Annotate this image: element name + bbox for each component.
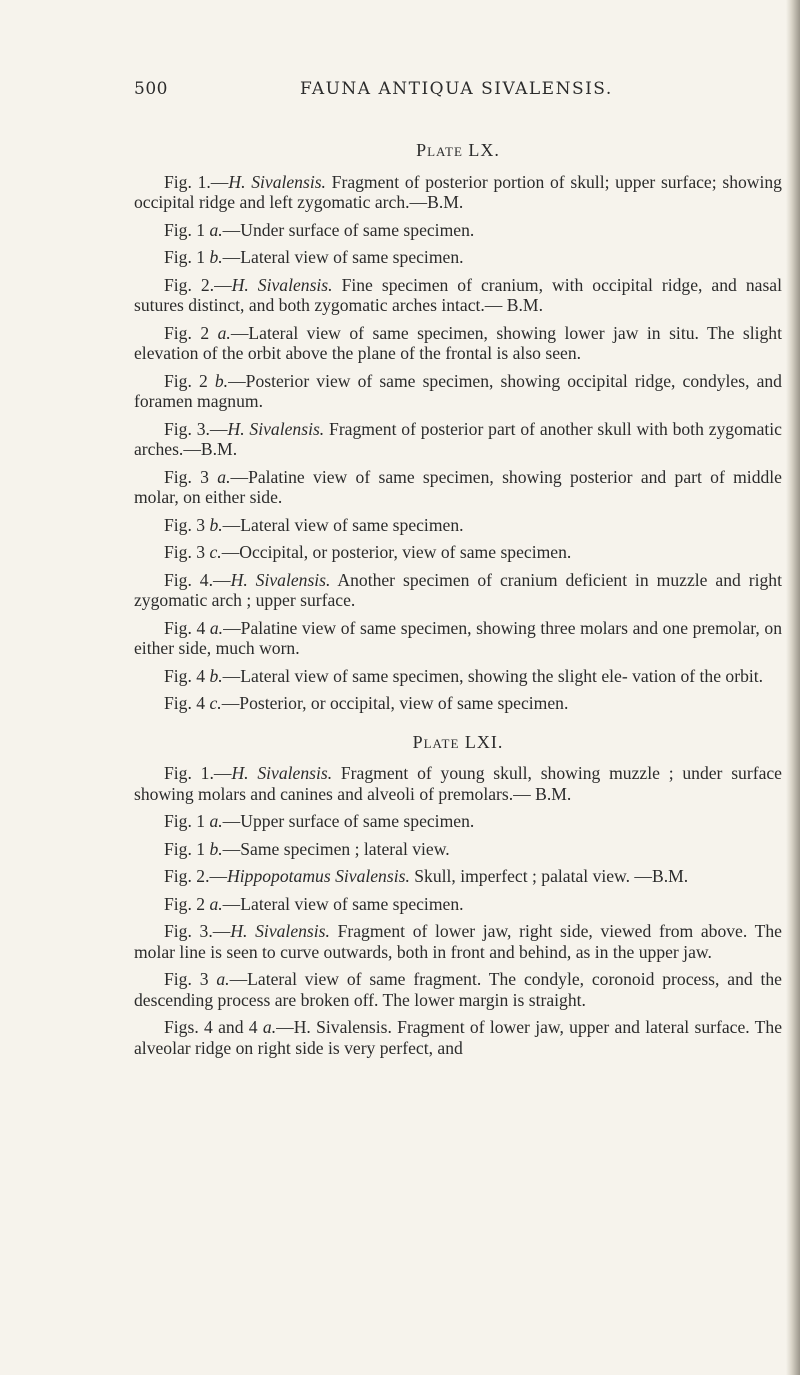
figure-taxon: c. (209, 693, 222, 713)
figure-description: Another specimen of cranium deficient in muzzle and right zygomatic arch ; upper surface. (134, 569, 782, 610)
figure-taxon: a. (209, 893, 223, 914)
figure-description: Fine specimen of cranium, with occipital ridge, and nasal sutures distinct, and both zygomatic arches intact.— B.M. (134, 274, 782, 315)
figure-label: Figs. 4 and 4 (164, 1017, 263, 1037)
figure-taxon: b. (209, 247, 223, 267)
figure-caption (134, 172, 782, 213)
figure-description: —Occipital, or posterior, view of same specimen. (221, 542, 572, 562)
figure-taxon: a. (209, 219, 223, 240)
plate-section (134, 732, 782, 1059)
figure-description: —Lateral view of same specimen. (222, 247, 464, 267)
figure-label: Fig. 3 (164, 969, 217, 989)
figure-caption (134, 969, 782, 1010)
figure-caption (134, 220, 782, 241)
figure-caption (134, 666, 782, 687)
figure-description: Fragment of posterior part of another skull with both zygomatic arches.—B.M. (134, 418, 782, 459)
page-number: 500 (134, 79, 168, 99)
figure-label: Fig. 3 (164, 542, 210, 562)
figure-taxon: H. Sivalensis. (230, 921, 330, 941)
figure-caption (134, 247, 782, 268)
figure-caption (134, 323, 782, 364)
figure-description: —Posterior, or occipital, view of same specimen. (221, 693, 569, 713)
plate-title: Plate LX. (416, 140, 500, 160)
figure-label: Fig. 1 (164, 838, 210, 859)
figure-caption (134, 693, 782, 714)
plate-section (134, 140, 782, 714)
figure-taxon: b. (214, 370, 229, 391)
figure-description: —Same specimen ; lateral view. (222, 838, 450, 859)
figure-description: —Palatine view of same specimen, showing three molars and one premolar, on either side, much worn. (134, 617, 782, 658)
figure-taxon: H. Sivalensis. (231, 763, 333, 783)
figure-description: Fragment of young skull, showing muzzle ; under surface showing molars and canines and alveoli of premolars.— B.M. (134, 763, 782, 804)
figure-taxon: a. (209, 617, 224, 638)
figure-description: Skull, imperfect ; palatal view. —B.M. (409, 866, 689, 886)
figure-caption (134, 763, 782, 804)
figure-label: Fig. 1 (164, 219, 210, 240)
figure-label: Fig. 2 (164, 893, 210, 914)
figure-taxon: c. (209, 542, 222, 562)
figure-caption (134, 921, 782, 962)
figure-taxon: b. (209, 838, 223, 859)
figure-label: Fig. 3.— (164, 418, 228, 439)
figure-label: Fig. 4 (164, 665, 210, 686)
figure-caption (134, 618, 782, 659)
figure-label: Fig. 4 (164, 617, 210, 638)
figure-taxon: a. (217, 466, 231, 487)
figure-taxon: a. (216, 969, 230, 989)
figure-caption (134, 542, 782, 563)
page-edge-shadow (786, 0, 800, 1375)
figure-description: —Lateral view of same specimen, showing lower jaw in situ. The slight elevation of the orbit above the plane of the frontal is also seen. (134, 322, 782, 363)
figure-label: Fig. 3 (164, 466, 218, 487)
figure-description: —Lateral view of same specimen, showing the slight ele- vation of the orbit. (222, 665, 764, 686)
figure-label: Fig. 2.— (164, 274, 232, 295)
figure-caption (134, 811, 782, 832)
figure-taxon: H. Sivalensis. (228, 171, 326, 192)
figure-description: —Posterior view of same specimen, showing occipital ridge, condyles, and foramen magnum. (134, 370, 782, 411)
figure-taxon: b. (209, 514, 223, 535)
figure-label: Fig. 1.— (164, 171, 229, 192)
plate-title: Plate LXI. (412, 731, 504, 752)
figure-caption (134, 894, 782, 915)
figure-caption (134, 419, 782, 460)
figure-description: —Lateral view of same specimen. (222, 514, 464, 535)
figure-label: Fig. 1 (164, 811, 210, 831)
figure-taxon: a. (209, 811, 223, 831)
figure-description: —Lateral view of same fragment. The condyle, coronoid process, and the descending process are broken off. The lower margin is straight. (134, 969, 782, 1010)
figure-caption (134, 570, 782, 611)
figure-taxon: Hippopotamus Sivalensis. (227, 866, 410, 886)
figure-description: Fragment of lower jaw, right side, viewed from above. The molar line is seen to curve outwards, both in front and behind, as in the upper jaw. (134, 921, 782, 962)
figure-taxon: a. (217, 322, 231, 343)
figure-description: Fragment of posterior portion of skull; upper surface; showing occipital ridge and left zygomatic arch.—B.M. (134, 171, 782, 212)
figure-description: —Palatine view of same specimen, showing posterior and part of middle molar, on either side. (134, 466, 782, 507)
figure-taxon: H. Sivalensis. (227, 418, 325, 439)
figure-label: Fig. 4.— (164, 569, 231, 590)
figure-label: Fig. 2.— (164, 866, 228, 886)
figure-caption (134, 839, 782, 860)
figure-label: Fig. 3 (164, 514, 210, 535)
page-body (134, 140, 782, 1065)
figure-caption (134, 866, 782, 887)
figure-caption (134, 275, 782, 316)
figure-description: —Under surface of same specimen. (222, 219, 475, 240)
figure-label: Fig. 2 (164, 322, 218, 343)
figure-label: Fig. 1 (164, 247, 210, 267)
figure-taxon: H. Sivalensis. (230, 569, 331, 590)
figure-caption (134, 467, 782, 508)
figure-label: Fig. 4 (164, 693, 210, 713)
figure-description: —Upper surface of same specimen. (222, 811, 475, 831)
figure-label: Fig. 3.— (164, 921, 231, 941)
figure-taxon: H. Sivalensis. (231, 274, 333, 295)
figure-caption (134, 1017, 782, 1058)
figure-caption (134, 515, 782, 536)
figure-taxon: b. (209, 665, 223, 686)
figure-label: Fig. 2 (164, 370, 215, 391)
figure-description: —Lateral view of same specimen. (222, 893, 464, 914)
figure-description: —H. Sivalensis. Fragment of lower jaw, upper and lateral surface. The alveolar ridge on right side is very perfect, and (134, 1017, 782, 1058)
running-title: FAUNA ANTIQUA SIVALENSIS. (300, 79, 613, 99)
figure-caption (134, 371, 782, 412)
figure-label: Fig. 1.— (164, 763, 232, 783)
figure-taxon: a. (262, 1017, 277, 1037)
